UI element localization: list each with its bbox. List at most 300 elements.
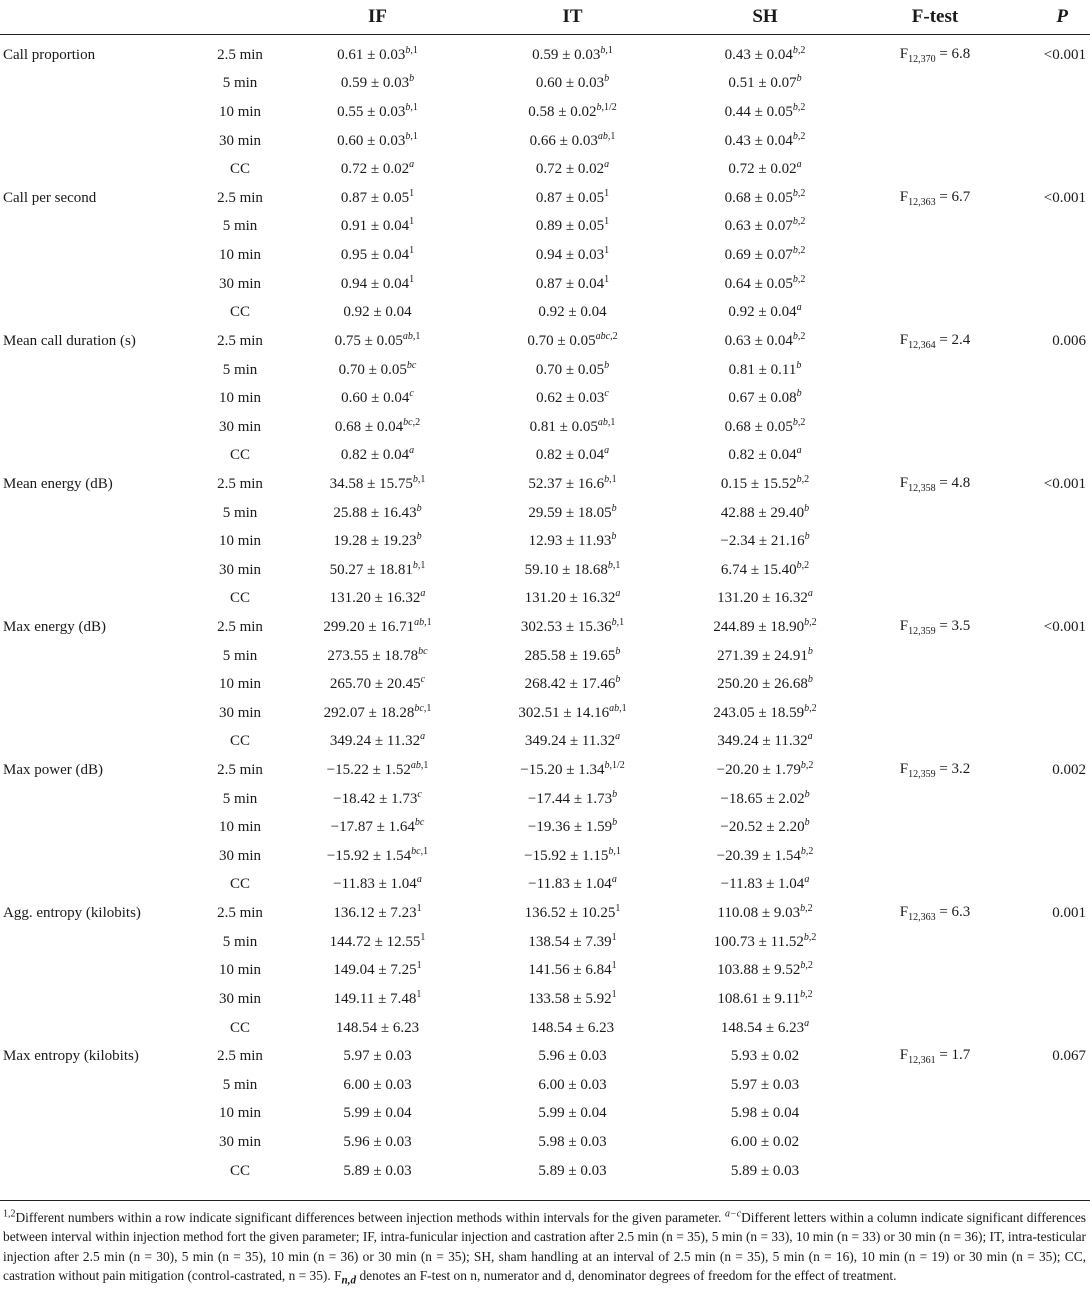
sh-significance-marker: b: [796, 73, 802, 85]
if-value-cell: [280, 184, 475, 213]
it-significance-marker: b: [604, 73, 610, 85]
sh-value-cell: [670, 985, 860, 1014]
table-row: [0, 527, 1090, 556]
f-test-cell: [860, 585, 1010, 614]
it-value-cell: [475, 899, 670, 928]
it-mean-se: 141.56 ± 6.84: [528, 962, 612, 979]
f-test-symbol: F: [899, 331, 909, 348]
f-test-cell: [860, 642, 1010, 671]
header-if: IF: [368, 6, 387, 27]
sh-mean-se: 100.73 ± 11.52: [713, 933, 804, 950]
significance-number: ,1: [417, 559, 426, 571]
if-value-cell: [280, 585, 475, 614]
if-mean-se: 0.61 ± 0.03: [337, 46, 406, 63]
f-test-value: = 3.2: [935, 761, 971, 778]
sh-significance-marker: a: [807, 731, 813, 743]
if-significance-marker: 1: [409, 245, 415, 257]
it-mean-se: 138.54 ± 7.39: [528, 933, 612, 950]
if-value-cell: [280, 1157, 475, 1186]
sh-value-cell: [670, 327, 860, 356]
f-test-cell: [860, 527, 1010, 556]
if-mean-se: 144.72 ± 12.55: [329, 933, 421, 950]
interval-cell: 10 min: [218, 533, 262, 550]
significance-number: ,2: [805, 988, 813, 1000]
sh-mean-se: 5.98 ± 0.04: [730, 1105, 800, 1122]
p-value-cell: [1010, 699, 1090, 728]
if-mean-se: 34.58 ± 15.75: [329, 475, 413, 492]
parameter-cell: [0, 1014, 200, 1043]
parameter-cell: [0, 98, 200, 127]
f-test-degrees: 12,359: [908, 769, 936, 781]
f-test-cell: [860, 613, 1010, 642]
if-significance-marker: a: [409, 159, 415, 171]
it-mean-se: 0.70 ± 0.05: [527, 332, 596, 349]
if-value-cell: [280, 728, 475, 757]
parameter-cell: Call per second: [3, 189, 97, 206]
if-mean-se: 5.89 ± 0.03: [343, 1162, 412, 1179]
sh-significance-marker: b: [796, 388, 802, 400]
p-value-cell: [1010, 413, 1090, 442]
table-row: [0, 384, 1090, 413]
f-test-cell: [860, 1128, 1010, 1157]
it-value-cell: [475, 1014, 670, 1043]
it-mean-se: 0.87 ± 0.05: [535, 189, 605, 206]
if-significance-marker: bc,1: [414, 702, 432, 714]
sh-significance-marker: b,2: [792, 130, 806, 142]
it-mean-se: 0.62 ± 0.03: [536, 390, 605, 407]
significance-number: ,2: [610, 330, 618, 342]
if-value-cell: [280, 985, 475, 1014]
header-f-test: F-test: [911, 6, 959, 27]
parameter-cell: [0, 356, 200, 385]
significance-number: ,2: [805, 960, 813, 972]
sh-mean-se: −2.34 ± 21.16: [720, 533, 805, 550]
sh-significance-marker: b,2: [800, 988, 813, 1000]
table-row: [0, 928, 1090, 957]
if-significance-marker: bc,2: [403, 416, 421, 428]
it-value-cell: [475, 155, 670, 184]
it-significance-marker: b: [604, 359, 610, 371]
f-test-cell: [860, 556, 1010, 585]
sh-significance-marker: b,2: [804, 702, 817, 714]
it-significance-marker: a: [604, 445, 610, 457]
sh-significance-marker: b: [804, 788, 810, 800]
significance-number: ,1/2: [601, 102, 617, 114]
it-mean-se: −19.36 ± 1.59: [527, 819, 613, 836]
if-value-cell: [280, 699, 475, 728]
p-value-cell: [1010, 442, 1090, 471]
sh-mean-se: 0.15 ± 15.52: [720, 475, 797, 492]
sh-significance-marker: b: [804, 502, 810, 514]
it-mean-se: 0.92 ± 0.04: [538, 304, 607, 321]
interval-cell: 2.5 min: [217, 762, 263, 779]
significance-number: ,2: [809, 616, 817, 628]
sh-mean-se: 244.89 ± 18.90: [713, 618, 805, 635]
parameter-cell: [0, 699, 200, 728]
table-row: [0, 985, 1090, 1014]
if-value-cell: [280, 756, 475, 785]
if-mean-se: −17.87 ± 1.64: [330, 819, 415, 836]
f-test-cell: [860, 470, 1010, 499]
significance-number: ,2: [797, 102, 806, 114]
interval-cell: 5 min: [222, 933, 258, 950]
parameter-cell: Mean energy (dB): [3, 475, 113, 492]
if-value-cell: [280, 442, 475, 471]
f-test-value: = 6.8: [935, 45, 971, 62]
it-value-cell: [475, 527, 670, 556]
f-test-cell: [860, 699, 1010, 728]
sh-significance-marker: a: [807, 588, 813, 600]
interval-cell: 10 min: [218, 104, 262, 121]
sh-mean-se: 5.93 ± 0.02: [730, 1048, 800, 1065]
table-row: [0, 957, 1090, 986]
table-row: [0, 1128, 1090, 1157]
it-significance-marker: b: [612, 788, 618, 800]
if-value-cell: [280, 327, 475, 356]
parameter-cell: [0, 670, 200, 699]
it-value-cell: [475, 728, 670, 757]
it-mean-se: 0.94 ± 0.03: [535, 247, 605, 264]
it-value-cell: [475, 957, 670, 986]
sh-mean-se: −11.83 ± 1.04: [720, 876, 805, 893]
p-value-cell: [1010, 1100, 1090, 1129]
if-mean-se: −15.92 ± 1.54: [326, 847, 412, 864]
table-row: [0, 1042, 1090, 1071]
sh-significance-marker: b,2: [800, 903, 813, 915]
p-value-cell: [1010, 985, 1090, 1014]
parameter-cell: [0, 499, 200, 528]
significance-number: ,2: [801, 473, 810, 485]
p-value-cell: [1010, 1014, 1090, 1043]
table-row: [0, 642, 1090, 671]
p-value-cell: <0.001: [1043, 189, 1086, 206]
if-mean-se: 5.97 ± 0.03: [343, 1048, 412, 1065]
table-row: [0, 70, 1090, 99]
f-test-value: = 1.7: [935, 1047, 971, 1064]
it-significance-marker: ab,1: [597, 130, 616, 142]
parameter-cell: [0, 785, 200, 814]
sh-significance-marker: b,2: [796, 473, 810, 485]
if-significance-marker: 1: [416, 960, 422, 972]
sh-mean-se: 103.88 ± 9.52: [717, 962, 801, 979]
significance-number: ,2: [797, 416, 806, 428]
if-mean-se: 131.20 ± 16.32: [329, 590, 421, 607]
it-significance-marker: b,1: [604, 473, 617, 485]
f-test-cell: [860, 670, 1010, 699]
sh-value-cell: [670, 928, 860, 957]
interval-cell: 30 min: [218, 132, 262, 149]
sh-mean-se: 0.51 ± 0.07: [728, 75, 797, 92]
if-mean-se: −15.22 ± 1.52: [326, 762, 411, 779]
it-value-cell: [475, 270, 670, 299]
header-interval: [200, 0, 280, 35]
sh-value-cell: [670, 1128, 860, 1157]
parameter-cell: Call proportion: [3, 46, 96, 63]
if-mean-se: 299.20 ± 16.71: [323, 618, 415, 635]
interval-cell: 2.5 min: [217, 1048, 263, 1065]
significance-number: ,2: [797, 273, 806, 285]
it-mean-se: 133.58 ± 5.92: [528, 990, 612, 1007]
sh-significance-marker: b,2: [800, 760, 814, 772]
parameter-cell: [0, 1071, 200, 1100]
it-mean-se: 5.99 ± 0.04: [538, 1105, 607, 1122]
sh-significance-marker: b: [807, 674, 813, 686]
sh-value-cell: [670, 642, 860, 671]
sh-significance-marker: b,2: [800, 845, 814, 857]
sh-value-cell: [670, 813, 860, 842]
it-value-cell: [475, 670, 670, 699]
footnote-sup-letters: a−c: [724, 1208, 742, 1220]
f-test-cell: [860, 899, 1010, 928]
it-value-cell: [475, 98, 670, 127]
parameter-cell: [0, 928, 200, 957]
p-value-cell: [1010, 241, 1090, 270]
it-significance-marker: a: [615, 588, 621, 600]
it-value-cell: [475, 384, 670, 413]
parameter-cell: [0, 642, 200, 671]
significance-number: ,2: [797, 44, 806, 56]
it-significance-marker: b: [611, 531, 617, 543]
p-value-cell: [1010, 642, 1090, 671]
it-mean-se: 0.87 ± 0.04: [535, 275, 605, 292]
f-test-cell: [860, 270, 1010, 299]
interval-cell: 2.5 min: [217, 905, 263, 922]
if-value-cell: [280, 1100, 475, 1129]
p-value-cell: [1010, 928, 1090, 957]
if-significance-marker: a: [420, 588, 426, 600]
significance-number: ,1: [607, 416, 616, 428]
it-significance-marker: 1: [604, 273, 610, 285]
table-row: [0, 585, 1090, 614]
parameter-cell: [0, 213, 200, 242]
it-value-cell: [475, 642, 670, 671]
if-significance-marker: ab,1: [414, 616, 432, 628]
significance-number: ,1: [410, 102, 418, 114]
p-value-cell: [1010, 1128, 1090, 1157]
if-significance-marker: b: [409, 73, 415, 85]
it-mean-se: 0.66 ± 0.03: [529, 132, 598, 149]
f-test-cell: [860, 728, 1010, 757]
if-value-cell: [280, 813, 475, 842]
f-test-symbol: F: [899, 1047, 909, 1064]
sh-significance-marker: b,2: [792, 245, 806, 257]
sh-mean-se: 0.68 ± 0.05: [724, 418, 793, 435]
if-value-cell: [280, 1071, 475, 1100]
if-value-cell: [280, 1014, 475, 1043]
parameter-cell: [0, 957, 200, 986]
f-test-cell: [860, 155, 1010, 184]
f-test-cell: [860, 1071, 1010, 1100]
p-value-cell: [1010, 871, 1090, 900]
sh-value-cell: [670, 499, 860, 528]
f-test-symbol: F: [899, 188, 909, 205]
sh-mean-se: −20.52 ± 2.20: [720, 819, 805, 836]
significance-number: ,1: [424, 616, 432, 628]
parameter-cell: [0, 813, 200, 842]
sh-mean-se: 0.68 ± 0.05: [724, 189, 793, 206]
if-significance-marker: 1: [409, 187, 415, 199]
if-mean-se: −18.42 ± 1.73: [333, 790, 418, 807]
table-row: [0, 728, 1090, 757]
it-mean-se: 0.81 ± 0.05: [529, 418, 598, 435]
significance-number: ,1: [412, 330, 421, 342]
significance-number: ,1: [410, 130, 418, 142]
interval-cell: CC: [229, 733, 250, 750]
sh-value-cell: [670, 670, 860, 699]
it-significance-marker: 1: [611, 931, 617, 943]
sh-value-cell: [670, 70, 860, 99]
it-significance-marker: b: [611, 502, 617, 514]
table-row: [0, 842, 1090, 871]
table-row: [0, 556, 1090, 585]
f-test-symbol: F: [899, 904, 909, 921]
it-significance-marker: 1: [611, 988, 617, 1000]
if-significance-marker: b: [416, 502, 422, 514]
interval-cell: 30 min: [218, 847, 262, 864]
interval-cell: CC: [229, 161, 250, 178]
it-mean-se: 349.24 ± 11.32: [524, 733, 616, 750]
parameter-cell: [0, 585, 200, 614]
it-value-cell: [475, 1128, 670, 1157]
table-row: [0, 670, 1090, 699]
it-mean-se: 0.59 ± 0.03: [532, 46, 601, 63]
f-test-degrees: 12,364: [908, 339, 936, 351]
f-test-cell: [860, 35, 1010, 70]
sh-mean-se: 148.54 ± 6.23: [720, 1019, 805, 1036]
f-test-cell: [860, 985, 1010, 1014]
parameter-cell: [0, 384, 200, 413]
f-test-cell: [860, 298, 1010, 327]
it-value-cell: [475, 470, 670, 499]
significance-number: ,1: [609, 473, 617, 485]
sh-mean-se: 0.64 ± 0.05: [724, 275, 793, 292]
if-value-cell: [280, 527, 475, 556]
parameter-cell: [0, 298, 200, 327]
sh-mean-se: 0.67 ± 0.08: [728, 390, 797, 407]
p-value-cell: [1010, 70, 1090, 99]
it-significance-marker: ab,1: [597, 416, 616, 428]
interval-cell: 30 min: [218, 418, 262, 435]
if-significance-marker: b,1: [405, 130, 418, 142]
if-value-cell: [280, 213, 475, 242]
sh-mean-se: 0.43 ± 0.04: [724, 132, 793, 149]
if-mean-se: 0.82 ± 0.04: [340, 447, 410, 464]
interval-cell: CC: [229, 590, 250, 607]
it-value-cell: [475, 699, 670, 728]
sh-value-cell: [670, 1100, 860, 1129]
significance-number: ,1: [417, 473, 426, 485]
if-mean-se: 265.70 ± 20.45: [329, 676, 421, 693]
if-significance-marker: bc,1: [411, 845, 429, 857]
sh-value-cell: [670, 155, 860, 184]
it-mean-se: 131.20 ± 16.32: [524, 590, 616, 607]
interval-cell: 5 min: [222, 1076, 258, 1093]
it-mean-se: −11.83 ± 1.04: [528, 876, 612, 893]
if-significance-marker: a: [416, 874, 422, 886]
sh-value-cell: [670, 298, 860, 327]
table-row: [0, 241, 1090, 270]
it-value-cell: [475, 241, 670, 270]
interval-cell: CC: [229, 876, 250, 893]
it-mean-se: −17.44 ± 1.73: [527, 790, 613, 807]
it-significance-marker: b,1/2: [596, 102, 617, 114]
if-mean-se: 292.07 ± 18.28: [323, 704, 415, 721]
sh-value-cell: [670, 728, 860, 757]
sh-mean-se: 0.92 ± 0.04: [728, 304, 797, 321]
interval-cell: 30 min: [218, 561, 262, 578]
table-row: [0, 442, 1090, 471]
interval-cell: 2.5 min: [217, 475, 263, 492]
sh-mean-se: 271.39 ± 24.91: [717, 647, 808, 664]
it-value-cell: [475, 356, 670, 385]
parameter-cell: [0, 871, 200, 900]
sh-mean-se: 250.20 ± 26.68: [717, 676, 808, 693]
if-mean-se: 50.27 ± 18.81: [329, 561, 413, 578]
it-significance-marker: a: [604, 159, 610, 171]
table-row: [0, 270, 1090, 299]
interval-cell: 30 min: [218, 704, 262, 721]
it-value-cell: [475, 1100, 670, 1129]
it-mean-se: 52.37 ± 16.6: [528, 475, 605, 492]
table-row: [0, 1014, 1090, 1043]
sh-significance-marker: b,2: [800, 960, 813, 972]
if-mean-se: 0.95 ± 0.04: [340, 247, 410, 264]
table-row: [0, 813, 1090, 842]
sh-significance-marker: b,2: [792, 416, 806, 428]
significance-number: ,2: [808, 931, 817, 943]
if-value-cell: [280, 899, 475, 928]
f-test-cell: [860, 127, 1010, 156]
sh-value-cell: [670, 1014, 860, 1043]
if-value-cell: [280, 470, 475, 499]
it-mean-se: 0.82 ± 0.04: [535, 447, 605, 464]
p-value-cell: [1010, 384, 1090, 413]
if-value-cell: [280, 298, 475, 327]
it-value-cell: [475, 442, 670, 471]
footnote-text-1: Different numbers within a row indicate significant differences between injection methods within intervals for the given parameter.: [15, 1210, 725, 1225]
it-value-cell: [475, 35, 670, 70]
sh-significance-marker: b,2: [804, 616, 817, 628]
sh-mean-se: −20.20 ± 1.79: [716, 762, 801, 779]
sh-mean-se: 243.05 ± 18.59: [713, 704, 805, 721]
p-value-cell: [1010, 728, 1090, 757]
sh-mean-se: 0.69 ± 0.07: [724, 247, 793, 264]
significance-number: ,1: [410, 44, 418, 56]
p-value-cell: <0.001: [1043, 46, 1086, 63]
interval-cell: 2.5 min: [217, 46, 263, 63]
p-value-cell: [1010, 499, 1090, 528]
sh-value-cell: [670, 756, 860, 785]
sh-mean-se: −20.39 ± 1.54: [716, 847, 801, 864]
it-value-cell: [475, 756, 670, 785]
sh-value-cell: [670, 699, 860, 728]
parameter-cell: Agg. entropy (kilobits): [3, 905, 141, 922]
p-value-cell: [1010, 585, 1090, 614]
table-body: [0, 35, 1090, 1186]
parameter-cell: [0, 127, 200, 156]
if-value-cell: [280, 785, 475, 814]
p-value-cell: [1010, 298, 1090, 327]
table-footnote: [3, 1208, 1086, 1291]
p-value-cell: [1010, 813, 1090, 842]
p-value-cell: [1010, 127, 1090, 156]
if-mean-se: 148.54 ± 6.23: [335, 1019, 420, 1036]
sh-mean-se: 0.81 ± 0.11: [728, 361, 797, 378]
if-value-cell: [280, 957, 475, 986]
it-mean-se: 12.93 ± 11.93: [528, 533, 612, 550]
if-value-cell: [280, 127, 475, 156]
if-mean-se: 0.91 ± 0.04: [340, 218, 410, 235]
